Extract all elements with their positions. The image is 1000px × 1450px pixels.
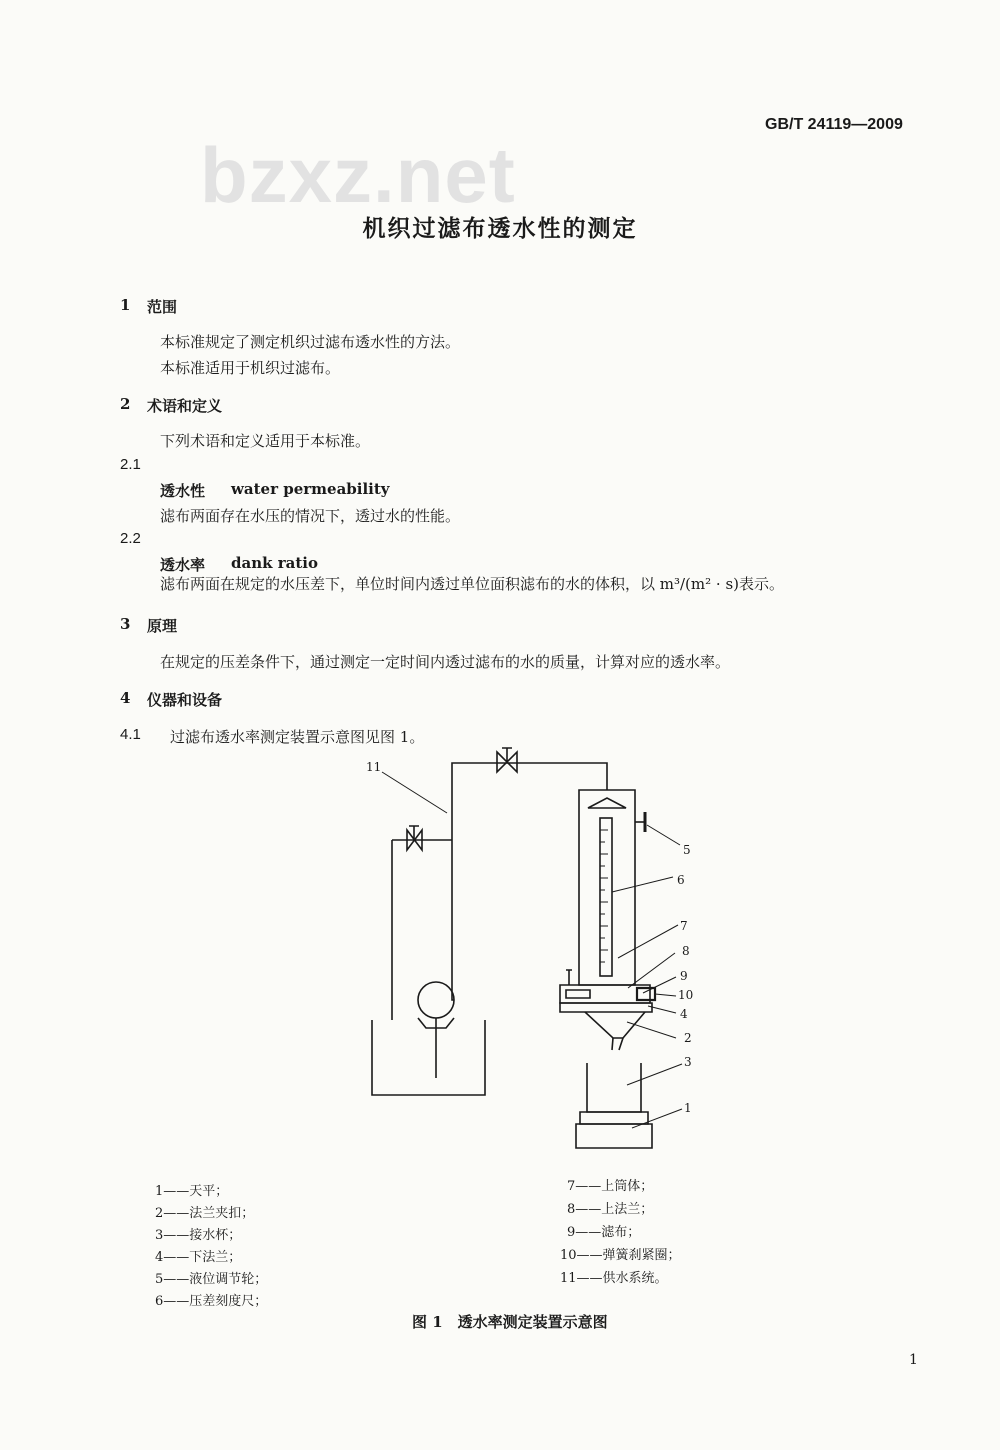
clause-2-2-number: 2.2 — [120, 530, 141, 547]
term-2-2-definition: 滤布两面在规定的水压差下，单位时间内透过单位面积滤布的水的体积，以 m³/(m² · s)表示。 — [160, 575, 785, 593]
section-2-number: 2 — [120, 395, 131, 413]
callout-5: 5 — [683, 843, 691, 857]
legend-item: 4——下法兰； — [155, 1250, 242, 1265]
legend-item: 2——法兰夹扣； — [155, 1206, 255, 1221]
callout-1: 1 — [684, 1101, 692, 1115]
term-2-1-definition: 滤布两面存在水压的情况下，透过水的性能。 — [160, 507, 461, 525]
legend-item: 10——弹簧刹紧圈； — [560, 1248, 681, 1263]
figure-caption: 图 1 透水率测定装置示意图 — [412, 1313, 608, 1331]
document-title: 机织过滤布透水性的测定 — [362, 215, 638, 242]
section-3-title: 原理 — [147, 617, 178, 635]
callout-3: 3 — [684, 1055, 692, 1069]
callout-9: 9 — [680, 969, 688, 983]
pump-icon — [418, 982, 454, 1018]
callout-4: 4 — [680, 1007, 688, 1021]
callout-2: 2 — [684, 1031, 692, 1045]
legend-item: 9——滤布； — [567, 1225, 641, 1240]
legend-item: 1——天平； — [155, 1184, 229, 1199]
section-3-number: 3 — [120, 615, 131, 633]
page-number: 1 — [909, 1352, 918, 1368]
section-2-title: 术语和定义 — [147, 397, 223, 415]
term-2-1-english: water permeability — [231, 480, 390, 498]
section-4-title: 仪器和设备 — [147, 691, 223, 709]
legend-item: 3——接水杯； — [155, 1228, 242, 1243]
clause-2-1-number: 2.1 — [120, 456, 141, 473]
section-1-para-1: 本标准规定了测定机织过滤布透水性的方法。 — [160, 333, 461, 351]
clause-4-1-number: 4.1 — [120, 726, 141, 743]
section-3-para-1: 在规定的压差条件下，通过测定一定时间内透过滤布的水的质量，计算对应的透水率。 — [160, 653, 731, 671]
callout-10: 10 — [678, 988, 694, 1002]
legend-item: 8——上法兰； — [567, 1202, 654, 1217]
legend-item: 5——液位调节轮； — [155, 1272, 268, 1287]
section-1-title: 范围 — [147, 298, 178, 316]
term-2-1: 透水性 — [160, 482, 206, 500]
clause-4-1-text: 过滤布透水率测定装置示意图见图 1。 — [170, 728, 425, 746]
term-2-2-english: dank ratio — [231, 554, 318, 572]
section-4-number: 4 — [120, 689, 131, 707]
term-2-2: 透水率 — [160, 556, 206, 574]
callout-8: 8 — [682, 944, 690, 958]
legend-item: 6——压差刻度尺； — [155, 1294, 268, 1309]
legend-item: 7——上筒体； — [567, 1179, 654, 1194]
legend-item: 11——供水系统。 — [560, 1271, 668, 1286]
standard-number: GB/T 24119—2009 — [765, 116, 903, 133]
section-2-para-1: 下列术语和定义适用于本标准。 — [160, 432, 371, 450]
watermark: bzxz.net — [200, 131, 516, 219]
section-1-para-2: 本标准适用于机织过滤布。 — [160, 359, 341, 377]
callout-7: 7 — [680, 919, 688, 933]
section-1-number: 1 — [120, 296, 131, 314]
callout-11: 11 — [366, 760, 382, 774]
callout-6: 6 — [677, 873, 685, 887]
